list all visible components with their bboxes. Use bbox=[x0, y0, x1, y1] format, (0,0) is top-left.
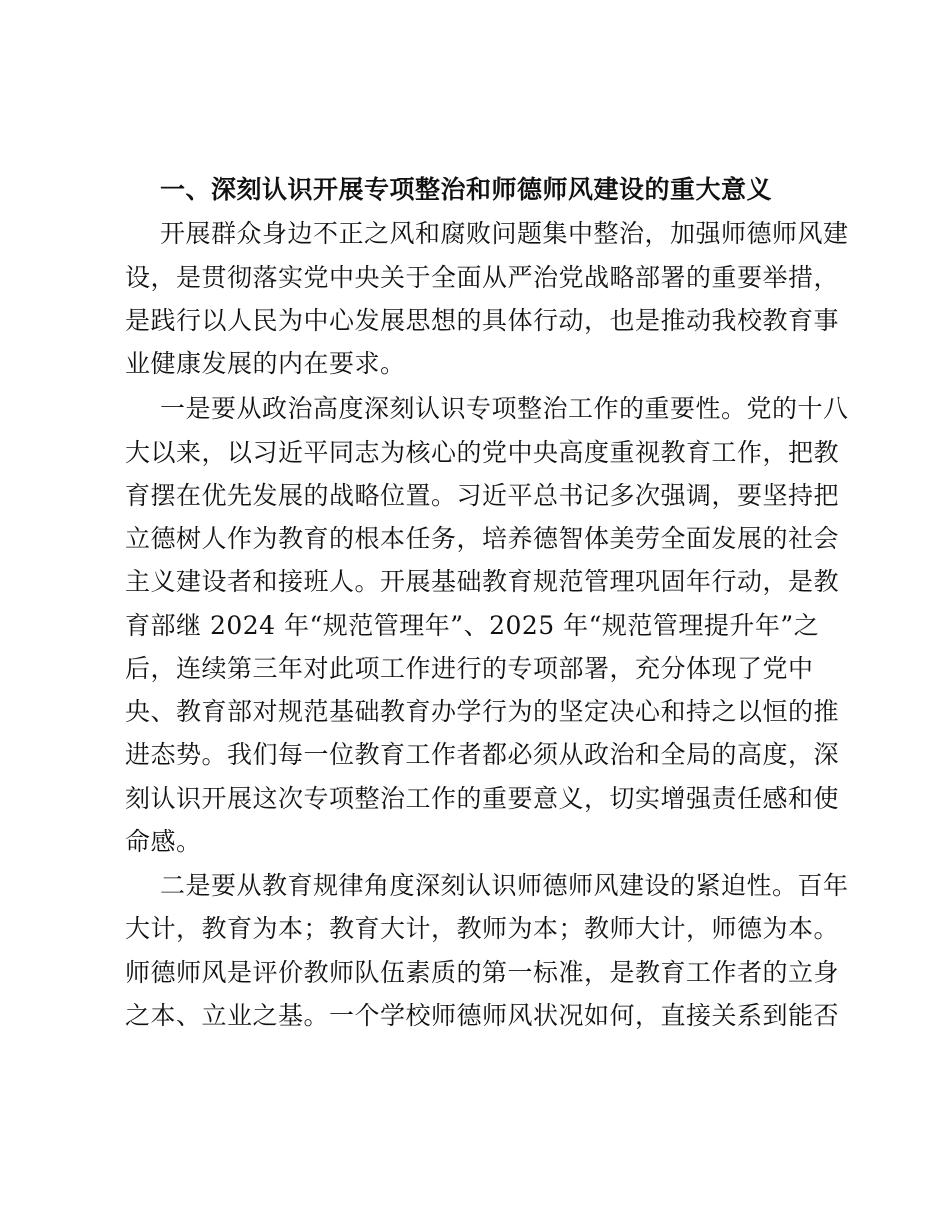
paragraph-line: 育摆在优先发展的战略位置。习近平总书记多次强调，要坚持把 bbox=[125, 481, 840, 510]
paragraph-line: 刻认识开展这次专项整治工作的重要意义，切实增强责任感和使 bbox=[125, 784, 840, 813]
paragraph-line: 师德师风是评价教师队伍素质的第一标准，是教育工作者的立身 bbox=[125, 958, 840, 987]
paragraph-line: 是践行以人民为中心发展思想的具体行动，也是推动我校教育事 bbox=[125, 306, 840, 335]
paragraph-line: 央、教育部对规范基础教育办学行为的坚定决心和持之以恒的推 bbox=[125, 697, 840, 726]
paragraph-line: 大以来，以习近平同志为核心的党中央高度重视教育工作，把教 bbox=[125, 438, 840, 467]
paragraph-line: 一是要从政治高度深刻认识专项整治工作的重要性。党的十八 bbox=[160, 394, 849, 423]
paragraph-line: 主义建设者和接班人。开展基础教育规范管理巩固年行动，是教 bbox=[125, 567, 840, 596]
paragraph-line: 进态势。我们每一位教育工作者都必须从政治和全局的高度，深 bbox=[125, 740, 840, 769]
paragraph-line: 育部继 2024 年“规范管理年”、2025 年“规范管理提升年”之 bbox=[125, 611, 820, 640]
section-heading: 一、深刻认识开展专项整治和师德师风建设的重大意义 bbox=[160, 175, 773, 204]
paragraph-line: 设，是贯彻落实党中央关于全面从严治党战略部署的重要举措， bbox=[125, 263, 840, 292]
paragraph-line: 开展群众身边不正之风和腐败问题集中整治，加强师德师风建 bbox=[160, 219, 849, 248]
paragraph-line: 命感。 bbox=[125, 827, 202, 856]
paragraph-line: 大计，教育为本；教育大计，教师为本；教师大计，师德为本。 bbox=[125, 914, 840, 943]
paragraph-line: 后，连续第三年对此项工作进行的专项部署，充分体现了党中 bbox=[125, 654, 814, 683]
paragraph-line: 业健康发展的内在要求。 bbox=[125, 349, 406, 378]
paragraph-line: 二是要从教育规律角度深刻认识师德师风建设的紧迫性。百年 bbox=[160, 871, 849, 900]
paragraph-line: 立德树人作为教育的根本任务，培养德智体美劳全面发展的社会 bbox=[125, 524, 840, 553]
paragraph-line: 之本、立业之基。一个学校师德师风状况如何，直接关系到能否 bbox=[125, 1001, 840, 1030]
